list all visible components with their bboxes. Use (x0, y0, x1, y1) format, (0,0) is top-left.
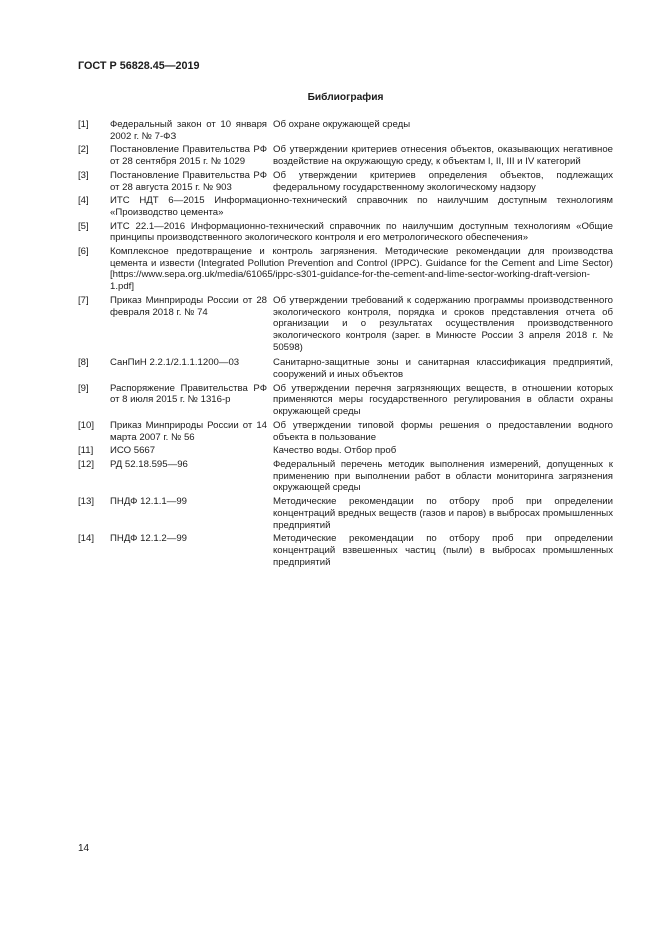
entry-source: Приказ Минприроды России от 28 февраля 2018 г. № 74 (110, 294, 267, 318)
bibliography-entry (78, 533, 613, 568)
entry-number: [2] (78, 144, 89, 156)
entry-description: Об утверждении критериев отнесения объектов, оказывающих негативное воздействие на окружающую среду, к объектам I, II, III и IV категорий (273, 144, 613, 168)
entry-number: [14] (78, 533, 95, 545)
bibliography-entry (78, 246, 613, 293)
bibliography-entry (78, 445, 613, 457)
standard-code-header: ГОСТ Р 56828.45—2019 (78, 60, 200, 72)
entry-full-text: Комплексное предотвращение и контроль загрязнения. Методические рекомендации для производства цемента и извести (Integrated Pollution Prevention and Control (IPPC). Guidance for the Cement and Lime Sector) [https://www.sepa.org.uk/media/61065/ippc-s301-guidance-for-the-cement-and-lime-sector-working-draft-version-1.pdf] (110, 246, 613, 293)
entry-number: [10] (78, 419, 95, 431)
entry-source: Постановление Правительства РФ от 28 сентября 2015 г. № 1029 (110, 144, 267, 168)
bibliography-entry (78, 295, 613, 354)
entry-number: [11] (78, 445, 94, 457)
entry-source: ИСО 5667 (110, 445, 156, 457)
bibliography-list (78, 119, 613, 570)
entry-full-text: ИТС НДТ 6—2015 Информационно-технический справочник по наилучшим доступным технологиям «Производство цемента» (110, 195, 613, 218)
bibliography-entry (78, 119, 613, 142)
entry-number: [12] (78, 458, 95, 470)
entry-source: ПНДФ 12.1.1—99 (110, 496, 188, 508)
entry-source: ПНДФ 12.1.2—99 (110, 533, 188, 545)
entry-number: [1] (78, 119, 89, 130)
bibliography-entry (78, 459, 613, 494)
entry-description: Качество воды. Отбор проб (273, 445, 397, 457)
entry-description: Об утверждении требований к содержанию программы производственного экологического контроля, порядка и сроков представления отчета об организации и о результатах осуществления производственного экологического контроля (зарег. в Минюсте России 3 апреля 2018 г. № 50598) (273, 294, 613, 353)
entry-description: Методические рекомендации по отбору проб при определении концентраций вредных веществ (газов и паров) в выбросах промышленных предприятий (273, 496, 613, 531)
entry-number: [5] (78, 220, 89, 232)
entry-number: [4] (78, 195, 89, 207)
section-title: Библиография (307, 92, 384, 103)
entry-description: Федеральный перечень методик выполнения измерений, допущенных к применению при выполнении работ в области мониторинга загрязнения окружающей среды (273, 458, 613, 494)
entry-number: [8] (78, 357, 89, 369)
bibliography-entry (78, 195, 613, 218)
entry-source: Распоряжение Правительства РФ от 8 июля 2015 г. № 1316-р (110, 382, 267, 406)
entry-number: [7] (78, 294, 89, 306)
bibliography-entry (78, 357, 613, 380)
entry-source: Постановление Правительства РФ от 28 августа 2015 г. № 903 (110, 169, 267, 193)
bibliography-entry (78, 420, 613, 443)
entry-description: Санитарно-защитные зоны и санитарная классификация предприятий, сооружений и иных объектов (273, 357, 613, 381)
bibliography-entry (78, 496, 613, 531)
entry-description: Об утверждении перечня загрязняющих веществ, в отношении которых применяются меры государственного регулирования в области охраны окружающей среды (273, 382, 613, 418)
bibliography-entry (78, 170, 613, 193)
bibliography-entry (78, 383, 613, 418)
entry-source: РД 52.18.595—96 (110, 458, 188, 470)
entry-source: Федеральный закон от 10 января 2002 г. № 7-ФЗ (110, 119, 267, 142)
entry-number: [9] (78, 382, 89, 394)
bibliography-entry (78, 144, 613, 167)
bibliography-entry (78, 221, 613, 244)
entry-number: [6] (78, 246, 89, 258)
entry-number: [13] (78, 496, 95, 508)
entry-number: [3] (78, 169, 89, 181)
entry-source: Приказ Минприроды России от 14 марта 2007 г. № 56 (110, 419, 267, 443)
entry-source: СанПиН 2.2.1/2.1.1.1200—03 (110, 357, 240, 369)
entry-description: Методические рекомендации по отбору проб при определении концентраций взвешенных частиц (пыли) в выбросах промышленных предприятий (273, 533, 613, 568)
entry-description: Об утверждении критериев определения объектов, подлежащих федеральному государственному экологическому надзору (273, 169, 613, 193)
entry-description: Об охране окружающей среды (273, 119, 411, 130)
entry-description: Об утверждении типовой формы решения о предоставлении водного объекта в пользование (273, 419, 613, 443)
page-number: 14 (78, 843, 90, 854)
entry-full-text: ИТС 22.1—2016 Информационно-технический справочник по наилучшим доступным технологиям «Общие принципы производственного экологического контроля и его метрологического обеспечения» (110, 220, 613, 244)
